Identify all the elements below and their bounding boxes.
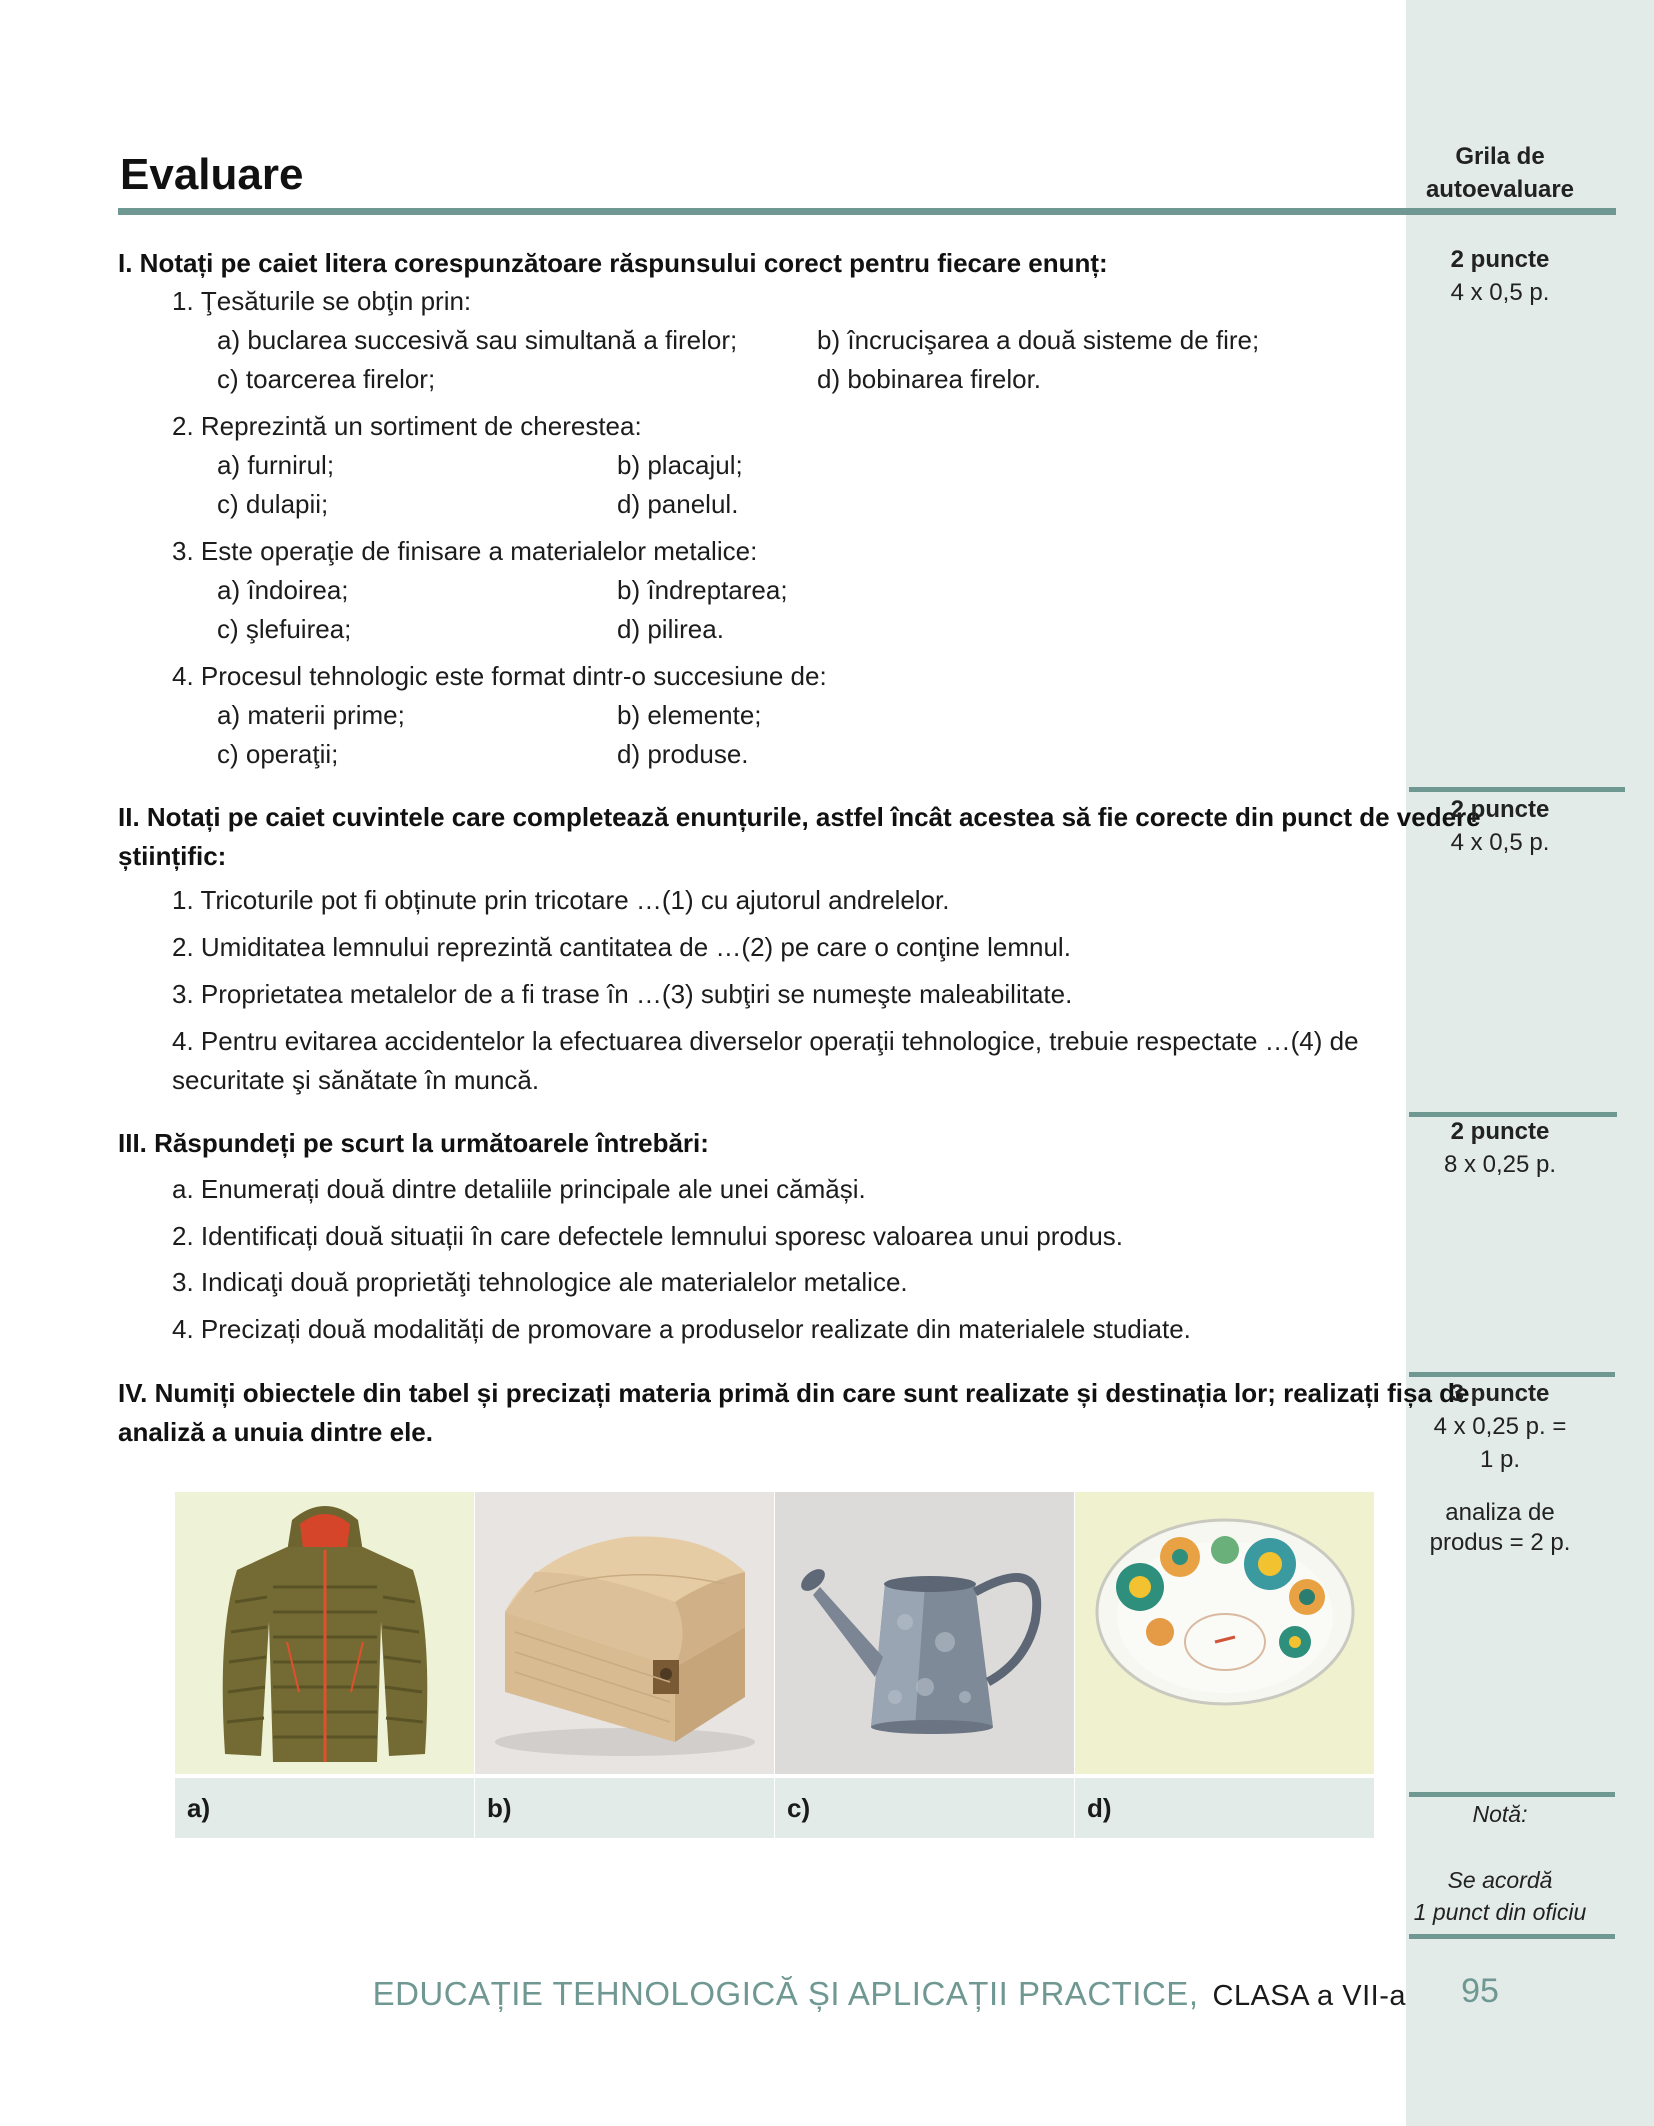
section-3-points-total: 2 puncte (1450, 1118, 1550, 1145)
q1-option-b: b) încrucişarea a două sisteme de fire; (817, 325, 1260, 355)
q2-option-b: b) placajul; (617, 450, 743, 480)
page-number: 95 (1461, 1972, 1499, 2010)
footer-subject-text: EDUCAȚIE TEHNOLOGICĂ ȘI APLICAȚII PRACTICE, (372, 1975, 1199, 2012)
table-label-d: d) (1075, 1778, 1374, 1838)
q1-stem: 1. Ţesăturile se obţin prin: (172, 286, 472, 316)
section-2-heading-line-2: științific: (118, 841, 227, 871)
q2-stem: 2. Reprezintă un sortiment de cherestea: (172, 411, 642, 441)
q3-option-b: b) îndreptarea; (617, 575, 788, 605)
q1-option-a: a) buclarea succesivă sau simultană a firelor; (217, 325, 738, 355)
section-2-points-total: 2 puncte (1450, 796, 1550, 823)
nota-line-2: 1 punct din oficiu (1413, 1899, 1587, 1925)
page-title: Evaluare (120, 150, 304, 199)
sidebar-title-line-2: autoevaluare (1425, 176, 1575, 203)
nota-label: Notă: (1472, 1801, 1528, 1827)
table-label-a: a) (175, 1778, 474, 1838)
section-2-points (1406, 793, 1594, 859)
nota-line-1: Se acordă (1447, 1867, 1553, 1893)
watering-can-image (775, 1492, 1074, 1774)
q4-option-a: a) materii prime; (217, 700, 405, 730)
q1-option-d: d) bobinarea firelor. (817, 364, 1042, 394)
section-4-points-line-2: 4 x 0,25 p. = (1433, 1413, 1567, 1440)
sidebar-title-line-1: Grila de (1455, 143, 1545, 170)
section-4-heading-line-1: IV. Numiți obiectele din tabel și precizați materia primă din care sunt realizate și destinația lor; realizați fișa de (118, 1378, 1470, 1408)
q3-option-c: c) şlefuirea; (217, 614, 352, 644)
q4-option-b: b) elemente; (617, 700, 762, 730)
q4-option-d: d) produse. (617, 739, 749, 769)
section-4-points-line-4: analiza de (1445, 1499, 1555, 1526)
sidebar-divider-5 (1409, 1792, 1615, 1797)
q2-option-d: d) panelul. (617, 489, 739, 519)
wooden-box-image (475, 1492, 774, 1774)
section-2-heading-line-1: II. Notați pe caiet cuvintele care completează enunțurile, astfel încât acestea să fie corecte din punct de vedere (118, 802, 1481, 832)
section-2-statement-4-line-1: 4. Pentru evitarea accidentelor la efectuarea diverselor operaţii tehnologice, trebuie respectate …(4) de (172, 1026, 1359, 1056)
jacket-image (175, 1492, 474, 1774)
section-4-heading-line-2: analiză a unuia dintre ele. (118, 1417, 433, 1447)
objects-table (175, 1492, 1380, 1838)
table-label-c: c) (775, 1778, 1074, 1838)
section-4-points-line-5: produs = 2 p. (1429, 1529, 1571, 1556)
section-1-points-total: 2 puncte (1450, 246, 1550, 273)
section-2-statement-1: 1. Tricoturile pot fi obținute prin tricotare …(1) cu ajutorul andrelelor. (172, 885, 950, 915)
section-3-heading: III. Răspundeți pe scurt la următoarele întrebări: (118, 1128, 709, 1158)
section-4-points-line-3: 1 p. (1479, 1446, 1521, 1473)
section-2-points-breakdown: 4 x 0,5 p. (1450, 829, 1550, 856)
section-3-question-4: 4. Precizați două modalități de promovare a produselor realizate din materialele studiate. (172, 1314, 1191, 1344)
section-3-points (1406, 1115, 1594, 1181)
q1-option-c: c) toarcerea firelor; (217, 364, 436, 394)
section-4-points-total: 3 puncte (1450, 1380, 1550, 1407)
q2-option-a: a) furnirul; (217, 450, 335, 480)
section-1-points-breakdown: 4 x 0,5 p. (1450, 279, 1550, 306)
section-3-question-2: 2. Identificați două situații în care defectele lemnului sporesc valoarea unui produs. (172, 1221, 1124, 1251)
sidebar-title (1406, 140, 1594, 206)
q3-stem: 3. Este operaţie de finisare a materialelor metalice: (172, 536, 758, 566)
q3-option-d: d) pilirea. (617, 614, 724, 644)
section-3-points-breakdown: 8 x 0,25 p. (1443, 1151, 1557, 1178)
footer-class: CLASA a VII-a (1212, 1980, 1406, 2012)
section-2-statement-3: 3. Proprietatea metalelor de a fi trase în …(3) subţiri se numeşte maleabilitate. (172, 979, 1073, 1009)
section-1-heading: I. Notați pe caiet litera corespunzătoare răspunsului corect pentru fiecare enunț: (118, 248, 1108, 278)
section-4-points (1406, 1377, 1594, 1558)
q3-option-a: a) îndoirea; (217, 575, 349, 605)
table-label-b: b) (475, 1778, 774, 1838)
q4-stem: 4. Procesul tehnologic este format dintr-o succesiune de: (172, 661, 827, 691)
sidebar-divider-6 (1409, 1934, 1615, 1939)
section-1-points (1406, 243, 1594, 309)
q2-option-c: c) dulapii; (217, 489, 329, 519)
section-2-statement-2: 2. Umiditatea lemnului reprezintă cantitatea de …(2) pe care o conţine lemnul. (172, 932, 1071, 962)
section-3-question-3: 3. Indicaţi două proprietăţi tehnologice ale materialelor metalice. (172, 1267, 908, 1297)
bowl-image (1075, 1492, 1374, 1774)
section-3-question-1: a. Enumerați două dintre detaliile principale ale unei cămăși. (172, 1174, 866, 1204)
footer-subject (373, 1975, 1406, 2013)
q4-option-c: c) operaţii; (217, 739, 339, 769)
section-2-statement-4-line-2: securitate şi sănătate în muncă. (172, 1065, 540, 1095)
title-underline (118, 208, 1616, 215)
sidebar-divider-2 (1409, 787, 1625, 792)
